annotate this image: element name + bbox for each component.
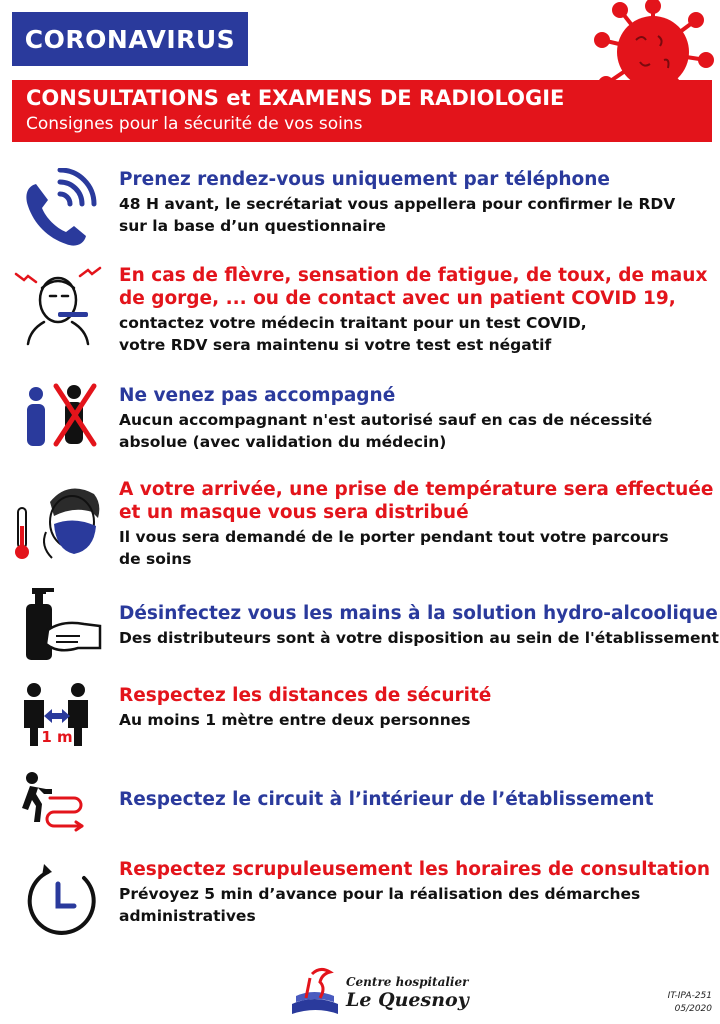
- item-body: absolue (avec validation du médecin): [119, 433, 447, 451]
- item-body: de soins: [119, 550, 192, 568]
- item-body: Au moins 1 mètre entre deux personnes: [119, 711, 471, 729]
- item-body: votre RDV sera maintenu si votre test est négatif: [119, 336, 552, 354]
- item-body: administratives: [119, 907, 256, 925]
- reference-code: IT-IPA-251: [667, 991, 712, 1001]
- item-heading: A votre arrivée, une prise de température sera effectuée: [119, 479, 714, 500]
- coronavirus-badge: CORONAVIRUS: [12, 12, 248, 66]
- walking-circuit-icon: [14, 770, 104, 856]
- document-reference: [668, 990, 712, 1016]
- phone-icon: [14, 168, 104, 254]
- hand-sanitizer-icon: [14, 586, 104, 672]
- hospital-name-line2: Le Quesnoy: [346, 989, 469, 1011]
- item-body: sur la base d’un questionnaire: [119, 217, 386, 235]
- item-heading: et un masque vous sera distribué: [119, 502, 469, 523]
- item-body: contactez votre médecin traitant pour un test COVID,: [119, 314, 587, 332]
- reference-date: 05/2020: [674, 1004, 712, 1014]
- item-body: Des distributeurs sont à votre disposition au sein de l'établissement: [119, 629, 719, 647]
- item-body: Il vous sera demandé de le porter pendant tout votre parcours: [119, 528, 669, 546]
- title-banner: [12, 80, 712, 142]
- item-body: Aucun accompagnant n'est autorisé sauf en cas de nécessité: [119, 411, 653, 429]
- distance-label: 1 m: [41, 728, 73, 746]
- no-companion-icon: [14, 382, 104, 468]
- hospital-name: [346, 975, 469, 1011]
- item-body: 48 H avant, le secrétariat vous appellera pour confirmer le RDV: [119, 195, 676, 213]
- item-heading: Ne venez pas accompagné: [119, 385, 396, 406]
- page-title: CONSULTATIONS et EXAMENS DE RADIOLOGIE: [26, 86, 565, 110]
- social-distance-icon: [14, 680, 104, 766]
- item-heading: de gorge, ... ou de contact avec un patient COVID 19,: [119, 288, 676, 309]
- page-subtitle: Consignes pour la sécurité de vos soins: [26, 114, 363, 134]
- fever-person-icon: [14, 262, 104, 348]
- item-heading: Respectez scrupuleusement les horaires de consultation: [119, 859, 711, 880]
- item-heading: En cas de flèvre, sensation de fatigue, de toux, de maux: [119, 265, 708, 286]
- mask-thermometer-icon: [14, 478, 104, 564]
- item-body: Prévoyez 5 min d’avance pour la réalisation des démarches: [119, 885, 641, 903]
- clock-icon: [14, 858, 104, 944]
- item-heading: Respectez le circuit à l’intérieur de l’établissement: [119, 789, 654, 810]
- item-heading: Désinfectez vous les mains à la solution hydro-alcoolique: [119, 603, 718, 624]
- hospital-logo: [288, 966, 342, 1018]
- hospital-name-line1: Centre hospitalier: [346, 975, 469, 989]
- item-heading: Prenez rendez-vous uniquement par téléphone: [119, 169, 610, 190]
- item-heading: Respectez les distances de sécurité: [119, 685, 492, 706]
